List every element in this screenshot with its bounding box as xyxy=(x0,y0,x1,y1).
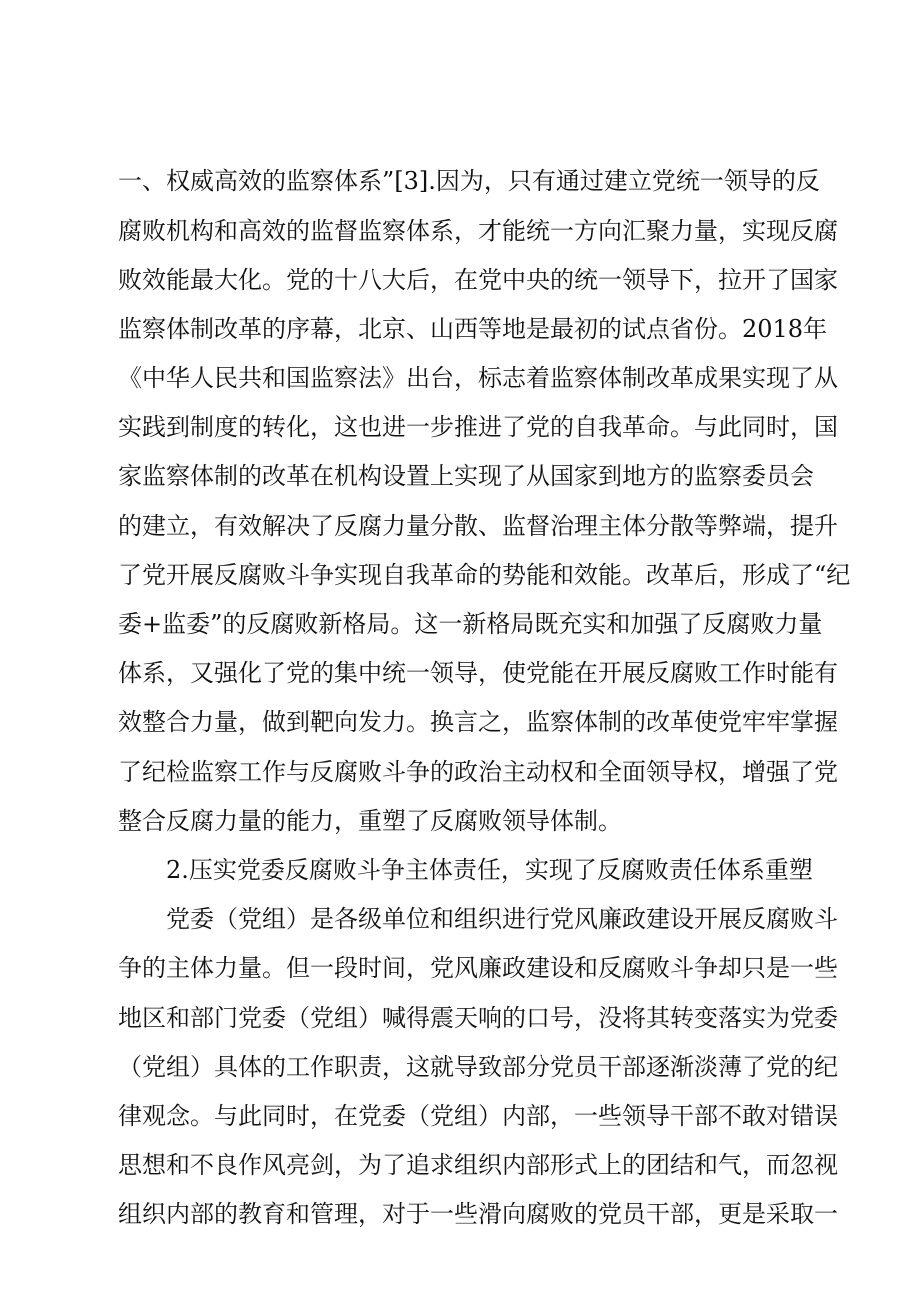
line-text: 组织内部的教育和管理，对于一些滑向腐败的党员干部，更是采取一 xyxy=(118,1200,838,1228)
line-text: 地区和部门党委（党组）喊得震天响的口号，没将其转变落实为党委 xyxy=(118,1004,838,1032)
section-heading xyxy=(0,848,920,892)
text-line-8 xyxy=(0,504,920,548)
text-line-16 xyxy=(0,897,920,941)
line-text: 监察体制改革的序幕，北京、山西等地是最初的试点省份。2018年 xyxy=(118,315,828,343)
text-line-14 xyxy=(0,799,920,843)
heading-text: 2.压实党委反腐败斗争主体责任，实现了反腐败责任体系重塑 xyxy=(166,856,813,884)
line-text: 整合反腐力量的能力，重塑了反腐败领导体制。 xyxy=(118,807,622,835)
text-line-12 xyxy=(0,700,920,744)
text-line-3 xyxy=(0,258,920,302)
text-line-19 xyxy=(0,1045,920,1089)
line-text: 党委（党组）是各级单位和组织进行党风廉政建设开展反腐败斗 xyxy=(166,905,838,933)
line-text: 的建立，有效解决了反腐力量分散、监督治理主体分散等弊端，提升 xyxy=(118,512,838,540)
text-line-4 xyxy=(0,307,920,351)
text-line-21 xyxy=(0,1143,920,1187)
text-line-5 xyxy=(0,356,920,400)
text-line-2 xyxy=(0,209,920,253)
line-text: 败效能最大化。党的十八大后，在党中央的统一领导下，拉开了国家 xyxy=(118,266,838,294)
line-text: 效整合力量，做到靶向发力。换言之，监察体制的改革使党牢牢掌握 xyxy=(118,708,838,736)
line-text: 一、权威高效的监察体系”[3].因为，只有通过建立党统一领导的反 xyxy=(118,167,820,195)
line-text: 争的主体力量。但一段时间，党风廉政建设和反腐败斗争却只是一些 xyxy=(118,954,838,982)
line-text: 实践到制度的转化，这也进一步推进了党的自我革命。与此同时，国 xyxy=(118,413,838,441)
text-line-20 xyxy=(0,1094,920,1138)
line-text: 委+监委”的反腐败新格局。这一新格局既充实和加强了反腐败力量 xyxy=(118,610,823,638)
text-line-9 xyxy=(0,553,920,597)
line-text: 体系，又强化了党的集中统一领导，使党能在开展反腐败工作时能有 xyxy=(118,659,838,687)
line-text: 了纪检监察工作与反腐败斗争的政治主动权和全面领导权，增强了党 xyxy=(118,758,838,786)
line-text: 律观念。与此同时，在党委（党组）内部，一些领导干部不敢对错误 xyxy=(118,1102,838,1130)
line-text: 腐败机构和高效的监督监察体系，才能统一方向汇聚力量，实现反腐 xyxy=(118,217,838,245)
text-line-18 xyxy=(0,996,920,1040)
line-text: 了党开展反腐败斗争实现自我革命的势能和效能。改革后，形成了“纪 xyxy=(118,561,851,589)
line-text: 思想和不良作风亮剑，为了追求组织内部形式上的团结和气，而忽视 xyxy=(118,1151,838,1179)
text-line-22 xyxy=(0,1192,920,1236)
line-text: （党组）具体的工作职责，这就导致部分党员干部逐渐淡薄了党的纪 xyxy=(118,1053,838,1081)
text-line-6 xyxy=(0,405,920,449)
line-text: 《中华人民共和国监察法》出台，标志着监察体制改革成果实现了从 xyxy=(118,364,838,392)
text-line-11 xyxy=(0,651,920,695)
text-line-1 xyxy=(0,159,920,203)
text-line-13 xyxy=(0,750,920,794)
text-line-17 xyxy=(0,946,920,990)
text-line-10 xyxy=(0,602,920,646)
text-line-7 xyxy=(0,454,920,498)
line-text: 家监察体制的改革在机构设置上实现了从国家到地方的监察委员会 xyxy=(118,462,814,490)
